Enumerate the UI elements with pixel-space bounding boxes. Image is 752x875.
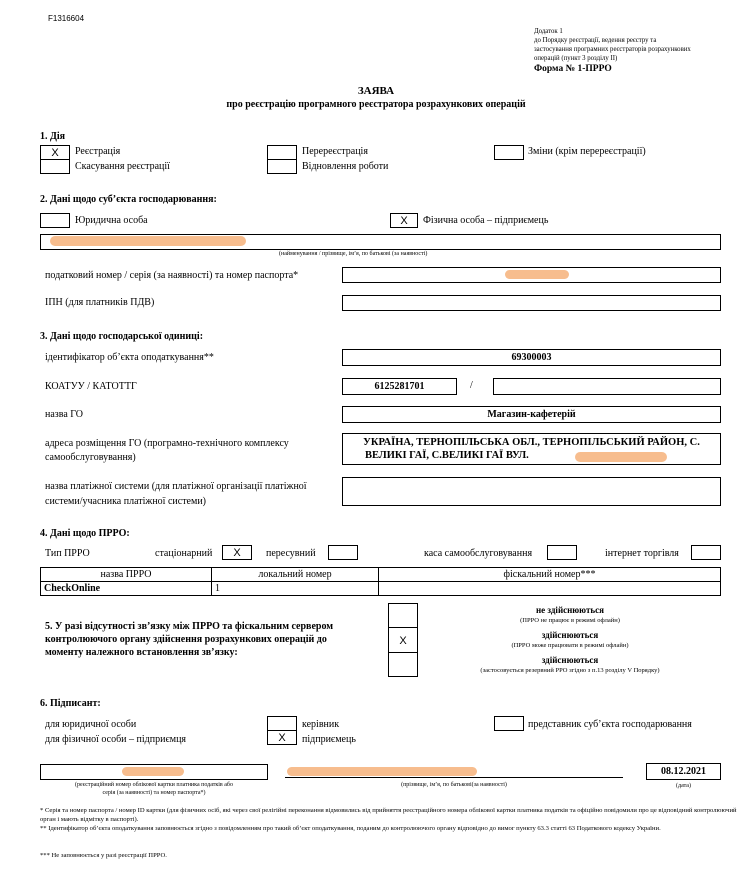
- date-caption: (дата): [676, 783, 691, 789]
- individual-checkbox[interactable]: X: [390, 213, 418, 228]
- appendix-line: операцій (пункт 3 розділу ІІ): [534, 55, 618, 62]
- section-3-heading: 3. Дані щодо господарської одиниці:: [40, 331, 204, 342]
- appendix-line: Додаток 1: [534, 28, 563, 35]
- go-name-label: назва ГО: [45, 409, 84, 420]
- stationary-checkbox[interactable]: X: [222, 545, 252, 560]
- prro-name-cell[interactable]: CheckOnline: [41, 582, 212, 596]
- redaction-mark: [122, 767, 184, 776]
- column-header: локальний номер: [212, 568, 379, 582]
- local-number-cell[interactable]: 1: [212, 582, 379, 596]
- caption-line: серія (за наявності) та номер паспорта*): [102, 790, 206, 796]
- section-2-heading: 2. Дані щодо суб’єкта господарювання:: [40, 194, 217, 205]
- entrepreneur-checkbox[interactable]: X: [267, 730, 297, 745]
- payment-label-line: назва платіжної системи (для платіжної організації платіжної: [45, 481, 307, 492]
- option-performed: здійснюються: [541, 630, 599, 640]
- address-line: ВЕЛИКІ ГАЇ, С.ВЕЛИКІ ГАЇ ВУЛ.: [365, 450, 529, 461]
- legal-entity-checkbox[interactable]: [40, 213, 70, 228]
- cancel-registration-label: Скасування реєстрації: [75, 161, 170, 172]
- appendix-block: [534, 27, 691, 75]
- changes-label: Зміни (крім перереєстрації): [528, 146, 646, 157]
- registration-label: Реєстрація: [75, 146, 121, 157]
- legal-entity-label: Юридична особа: [75, 215, 148, 226]
- option-backup: здійснюються: [541, 655, 599, 665]
- tax-object-id-field[interactable]: 69300003: [342, 349, 721, 366]
- ipn-label: ІПН (для платників ПДВ): [45, 297, 155, 308]
- self-service-label: каса самообслуговування: [424, 548, 533, 559]
- footnote-3: *** Не заповнюється у разі реєстрації ПРРО.: [40, 852, 167, 859]
- internet-label: інтернет торгівля: [605, 548, 679, 559]
- form-number: Форма № 1-ПРРО: [534, 64, 612, 74]
- redaction-mark: [505, 270, 569, 279]
- offline-no-checkbox[interactable]: [388, 603, 418, 628]
- appendix-line: до Порядку реєстрації, ведення реєстру та: [534, 37, 657, 44]
- koatuu-field[interactable]: 6125281701: [342, 378, 457, 395]
- section-5-heading: [45, 620, 333, 659]
- option-backup-note: (застосовується резервний РРО згідно з п.13 розділу V Порядку): [480, 667, 660, 674]
- head-label: керівник: [302, 719, 340, 730]
- self-service-checkbox[interactable]: [547, 545, 577, 560]
- head-checkbox[interactable]: [267, 716, 297, 731]
- reregistration-label: Перереєстрація: [302, 146, 368, 157]
- payment-system-label: [45, 479, 307, 509]
- ipn-field[interactable]: [342, 295, 721, 311]
- payment-label-line: системи/учасника платіжної системи): [45, 496, 207, 507]
- footnote-1: * Серія та номер паспорта / номер ID картки (для фізичних осіб, які через свої релігійні переконання відмовились від прийняття реєстраційного номера облікової картки платника податків та офіційно повідомили про це відповідний контролюючий орган і мають відмітку в паспорті).: [40, 807, 737, 823]
- tax-number-label: податковий номер / серія (за наявності) та номер паспорта*: [45, 270, 299, 281]
- slash-separator: /: [470, 380, 473, 391]
- option-not-performed: не здійснюються: [536, 605, 604, 615]
- date-field[interactable]: 08.12.2021: [646, 763, 721, 780]
- representative-checkbox[interactable]: [494, 716, 524, 731]
- tax-object-id-label: ідентифікатор об’єкта оподаткування**: [45, 352, 214, 363]
- signer-card-caption: [40, 781, 268, 797]
- page-title: ЗАЯВА: [357, 85, 395, 97]
- section-4-heading: 4. Дані щодо ПРРО:: [40, 528, 130, 539]
- section-5-heading-line: моменту належного встановлення зв’язку:: [45, 647, 238, 658]
- section-1-heading: 1. Дія: [40, 131, 66, 142]
- appendix-line: застосування програмних реєстраторів розрахункових: [534, 46, 691, 53]
- katottg-field[interactable]: [493, 378, 721, 395]
- entity-name-caption: (найменування / прізвище, ім’я, по батькові (за наявності): [279, 251, 428, 257]
- registration-checkbox[interactable]: X: [40, 145, 70, 160]
- section-6-heading: 6. Підписант:: [40, 698, 101, 709]
- koatuu-label: КОАТУУ / КАТОТТГ: [45, 381, 137, 392]
- redaction-mark: [575, 452, 667, 462]
- option-performed-note: (ПРРО може працювати в режимі офлайн): [511, 642, 629, 649]
- portable-label: пересувний: [266, 548, 316, 559]
- prro-table: [40, 567, 721, 596]
- portable-checkbox[interactable]: [328, 545, 358, 560]
- restore-checkbox[interactable]: [267, 159, 297, 174]
- page-subtitle: про реєстрацію програмного реєстратора розрахункових операцій: [226, 99, 526, 110]
- individual-label: Фізична особа – підприємець: [423, 215, 549, 226]
- offline-yes-checkbox[interactable]: X: [388, 627, 418, 653]
- column-header: фіскальний номер***: [379, 568, 721, 582]
- option-not-performed-note: (ПРРО не працює в режимі офлайн): [520, 617, 620, 624]
- address-label-line: адреса розміщення ГО (програмно-технічного комплексу: [45, 438, 289, 449]
- redaction-mark: [50, 236, 246, 246]
- restore-label: Відновлення роботи: [302, 161, 389, 172]
- address-label: [45, 437, 289, 465]
- caption-line: (реєстраційний номер облікової картки платника податків або: [75, 782, 233, 788]
- section-5-heading-line: контролюючого органу здійснення розрахункових операцій до: [45, 634, 327, 645]
- cancel-registration-checkbox[interactable]: [40, 159, 70, 174]
- section-5-heading-line: 5. У разі відсутності зв’язку між ПРРО та фіскальним сервером: [45, 621, 334, 632]
- entrepreneur-label: підприємець: [302, 734, 356, 745]
- signer-individual-label: для фізичної особи – підприємця: [45, 734, 187, 745]
- column-header: назва ПРРО: [41, 568, 212, 582]
- internet-checkbox[interactable]: [691, 545, 721, 560]
- payment-system-field[interactable]: [342, 477, 721, 506]
- redaction-mark: [287, 767, 477, 776]
- address-label-line: самообслуговування): [45, 452, 136, 463]
- table-row: [41, 582, 721, 596]
- address-line: УКРАЇНА, ТЕРНОПІЛЬСЬКА ОБЛ., ТЕРНОПІЛЬСЬКИЙ РАЙОН, С.: [363, 437, 700, 448]
- prro-type-label: Тип ПРРО: [45, 548, 90, 559]
- go-name-field[interactable]: Магазин-кафетерій: [342, 406, 721, 423]
- backup-rro-checkbox[interactable]: [388, 652, 418, 677]
- fiscal-number-cell[interactable]: [379, 582, 721, 596]
- signer-name-line: [285, 777, 623, 778]
- representative-label: представник суб’єкта господарювання: [528, 719, 692, 730]
- reregistration-checkbox[interactable]: [267, 145, 297, 160]
- signer-legal-label: для юридичної особи: [45, 719, 137, 730]
- stationary-label: стаціонарний: [155, 548, 213, 559]
- form-id: F1316604: [48, 14, 85, 23]
- footnote-2: ** Ідентифікатор об’єкта оподаткування заповнюється згідно з повідомленням про такий об’єкт оподаткування, поданим до контролюючого органу відповідно до вимог пункту 63.3 статті 63 Податкового кодексу України.: [40, 825, 661, 832]
- signer-name-caption: (прізвище, ім’я, по батькові(за наявності): [401, 782, 507, 788]
- changes-checkbox[interactable]: [494, 145, 524, 160]
- table-header-row: [41, 568, 721, 582]
